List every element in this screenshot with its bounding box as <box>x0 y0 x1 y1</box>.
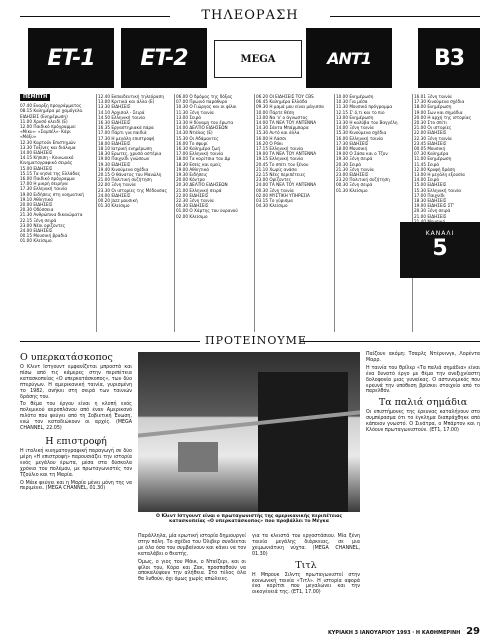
schedule-entry: 17.30 Κινούμενα σχέδια <box>414 99 465 105</box>
schedule-entry: 21.30 Ανθρώπινα δικαιώματα <box>20 212 83 218</box>
article-title: Τιτλ <box>295 559 317 571</box>
schedule-entry: 18.00 ΕΙΔΗΣΕΙΣ <box>98 140 131 146</box>
et2-logo: ET-2 <box>121 28 207 88</box>
schedule-entry: 12.00 Παιδικό πρόγραμμα: <box>20 124 77 130</box>
article-title: Ο υπερκατάσκοπος <box>20 352 113 363</box>
schedule-entry: 20.00 Κόντρα <box>176 177 205 183</box>
schedule-entry: 13.00 Ενημέρωση <box>336 114 374 120</box>
schedule-entry: 00.30 ΕΙΔΗΣΕΙΣ <box>176 203 209 209</box>
schedule-entry: 16.00 Ελληνική ταινία <box>336 135 383 141</box>
article-paragraph: για τα κλειστά του εργοστάσιου. Μία ξένη ταινία μεγάλης διάρκειας, σε μια χειμωνιάτικη νύχτα. (MEGA CHANNEL, 01.30) <box>252 534 360 557</box>
schedule-entry: 19.00 Αθλητικά <box>176 166 210 172</box>
article-paragraph: Παίζουν ακόμη: Τσαρλς Ντέρνινγκ, Λορέντα Μαρρ. <box>366 352 480 363</box>
schedule-entry: 16.30 ΕΙΔΗΣΕΙΣ <box>98 120 131 126</box>
schedule-entry: 10.00 Πάρτε θέση <box>256 109 295 115</box>
schedule-entry: 08.15 Καλημέρα με χαμόγελο. <box>20 108 84 114</box>
schedule-col-et2 <box>98 94 170 332</box>
page-title: ΤΗΛΕΟΡΑΣΗ <box>201 8 299 23</box>
schedule-entry: 16.00 Το σφυρί <box>176 140 208 146</box>
schedule-entry: 19.00 Παιχνίδι γνώσεων <box>98 156 150 162</box>
schedule-entry: 15.30 Ελληνική ταινία <box>414 187 461 193</box>
schedule-entry: 13.00 Να 'ν' ο άγνωστος <box>256 114 308 120</box>
section-title: ΠΡΟΤΕΙΝΟΥΜΕ <box>205 334 307 347</box>
schedule-entry: 14.00 Σειρά <box>414 177 440 183</box>
article-paragraph: Η ιταλική κινηματογραφική παραγωγή σε δύο μέρη «Η επιστροφή» παρουσιάζει την ιστορία ενός μεγάλου έρωτα, μέσα στα δύσκολα χρόνια του πολέμου, με πρωταγωνιστές τον Τζούλιο και τη Μαρία. <box>20 448 132 478</box>
schedule-entry: 10.30 Για μέσα <box>336 99 368 105</box>
schedule-entry: 15.00 ΕΙΔΗΣΕΙΣ <box>20 165 53 171</box>
schedule-entry: 18.00 Μουσική <box>336 146 368 152</box>
photo-caption: Ο Κλιντ Ιστγουντ είναι ο πρωταγωνιστής της αμερικανικής περιπέτειας κατασκοπείας «Ο υπερκατάσκοπος» που προβάλλει το Μέγκα <box>155 514 343 525</box>
schedule-entry: 01.30 Κλείσιμο <box>98 203 130 209</box>
schedule-entry: 18.30 Εσείς και εμείς <box>176 161 222 167</box>
schedule-entry: 11.45 Σειρά <box>414 161 440 167</box>
schedule-entry: 20.30 Σειρά <box>336 161 362 167</box>
schedule-entry: 00.05 Μουσική <box>414 146 446 152</box>
header-rule-right <box>330 16 480 17</box>
channel-logos <box>20 28 480 88</box>
schedule-entry: 16.35 Εργαστηριακά πάρα <box>98 125 154 131</box>
schedule-entry: 23.45 ΕΙΔΗΣΕΙΣ <box>414 140 447 146</box>
schedule-entry: 13.00 Κριτικά και άλλα (Ε) <box>98 99 155 105</box>
schedule-entry: 20.45 Το σπίτι του ξένου <box>256 161 309 167</box>
schedule-entry: 19.40 Κινούμενα σχέδια <box>98 166 149 172</box>
schedule-entry: 12.15 Σ' ό,τι και το πιο <box>336 109 385 115</box>
schedule-entry: 07.30 Καλημέρα <box>414 151 449 157</box>
schedule-entry: 18.10 Ιατρική ενημέρωση <box>98 146 153 152</box>
schedule-entry: 16.20 Ο Ρόκι <box>256 140 283 146</box>
column-divider <box>412 94 413 332</box>
article-title: Τα παλιά σημάδια <box>378 397 468 409</box>
schedule-entry: 19.00 ΤΑ ΝΕΑ ΤΟΥ ΑΝΤΕΝΝΑ <box>256 151 317 157</box>
schedule-entry: 21.00 Οι ιστορίες <box>414 125 452 131</box>
schedule-list <box>336 94 408 193</box>
schedule-list <box>176 94 250 219</box>
footer-text: ΚΥΡΙΑΚΗ 3 ΙΑΝΟΥΑΡΙΟΥ 1993 · Η ΚΑΘΗΜΕΡΙΝΗ <box>327 630 461 636</box>
schedule-entry: 02.00 Κλείσιμο <box>176 213 208 219</box>
page-number: 29 <box>466 626 480 637</box>
schedule-entry: 14.00 ΤΑ ΝΕΑ ΤΟΥ ΑΝΤΕΝΝΑ <box>256 120 317 126</box>
schedule-entry: 02.00 ΜΥΣΤΙΚΗ ΥΠΗΡΕΣΙΑ <box>256 192 310 198</box>
schedule-entry: 19.00 Ο Σάσα και ο Τζον <box>336 151 388 157</box>
schedule-entry: 24.00 ΤΑ ΝΕΑ ΤΟΥ ΑΝΤΕΝΝΑ <box>256 182 317 188</box>
kanali-title: ΚΑΝΑΛΙ <box>425 230 455 237</box>
schedule-entry: 17.00 Ελληνική ταινία <box>176 151 223 157</box>
schedule-entry: 13.00 Σειρά <box>176 114 202 120</box>
article-paragraph: Το θέμα του έργου είναι η κλοπή ενός πολεμικού αεροπλάνου από έναν Αμερικανό πιλότο που φεύγει από τη Σοβιετική Ένωση, ενώ τον καταδιώκουν οι αρχές. (MEGA CHANNEL, 22.05) <box>20 402 132 432</box>
schedule-columns <box>20 94 480 332</box>
kanali-number: 5 <box>432 236 448 261</box>
schedule-entry: 19.30 ΕΙΔΗΣΕΙΣ <box>98 161 131 167</box>
schedule-entry: 12.00 Κρυφή δράση <box>414 166 456 172</box>
et1-logo: ET-1 <box>28 28 114 88</box>
schedule-entry: 15.30 Οι Αδάμαντες <box>176 135 219 141</box>
schedule-entry: 15.15 Τα νησιά της Ελλάδας <box>20 170 81 176</box>
schedule-entry: 19.00 Ειδήσεις στη νοηματική <box>20 191 84 197</box>
schedule-entry: 16.30 Καλημέρα ζωή <box>176 146 221 152</box>
article-paragraph: Η ταινία του θρίλερ «Τα παλιά σημάδια» είναι ένα δυνατό έργο με θέμα την ανεξιχνίαστη δολοφονία μιας γυναίκας. Ο αστυνομικός που ερευνά την υπόθεση βρίσκει στοιχεία από το παρελθόν. <box>366 365 480 395</box>
photo-object <box>178 442 218 472</box>
schedule-entry: 16.00 Παιδικό πρόγραμμα <box>20 176 75 182</box>
section-rule-left <box>20 341 200 342</box>
schedule-entry: 00.30 Ξένη σειρά <box>336 182 373 188</box>
schedule-entry: 14.00 Ξένη ταινία <box>336 125 374 131</box>
schedule-entry: 18.30 Ερωτες, χρυσά αστέρια <box>98 151 162 157</box>
schedule-entry: 15.00 ΕΙΔΗΣΕΙΣ <box>414 182 447 188</box>
article-3 <box>252 534 360 622</box>
schedule-entry: 14.30 Ντάλας (Ε) <box>176 130 213 136</box>
schedule-entry: 16.00 Η Λάσσι <box>256 135 287 141</box>
schedule-entry: 13.30 Η δύναμη του έρωτα <box>176 120 234 126</box>
schedule-entry: 17.00 Η μικρή σειρήνα <box>20 181 68 187</box>
schedule-entry: 00.15 Μουσική βραδιά <box>20 233 68 239</box>
schedule-entry: 23.00 Ορίζοντες <box>256 177 292 183</box>
schedule-entry: 01.00 Κλείσιμο <box>20 238 52 244</box>
schedule-entry: 16.01 Ξένη ταινία <box>414 94 452 99</box>
schedule-entry: 01.30 Κλείσιμο <box>336 187 368 193</box>
schedule-entry: 14.10 Αρχισαλ - Σειρά <box>98 109 145 115</box>
schedule-entry: 22.30 Ξένη ταινία <box>176 198 214 204</box>
schedule-entry: 22.30 Ξένη ταινία <box>414 135 452 141</box>
schedule-entry: 07.40 Εναρξη προγράμματος <box>20 103 82 109</box>
schedule-entry: 22.15 Ξένη σειρά <box>20 217 57 223</box>
header-rule-left <box>20 16 170 17</box>
schedule-entry: 21.10 Χωρίς ανάσα <box>256 166 297 172</box>
schedule-entry: 00.20 Jazz μουσική <box>98 198 138 204</box>
schedule-entry: 21.00 Πολιτική συζήτηση <box>98 177 152 183</box>
schedule-entry: 17.30 ΕΙΔΗΣΕΙΣ <box>336 140 369 146</box>
schedule-col-et1 <box>20 94 92 332</box>
b3-logo: B3 <box>418 28 480 88</box>
article-paragraph: Ο Μάικ φεύγει και η Μαρία μένει μόνη της να περιμένει. (MEGA CHANNEL, 01.30) <box>20 480 132 492</box>
schedule-entry: 13.00 Η μεγάλη εξουσία <box>414 172 465 178</box>
schedule-col-mega <box>176 94 250 332</box>
schedule-entry: 18.00 Τα κορίτσια του Δρ <box>176 156 231 162</box>
schedule-list <box>414 94 480 229</box>
page-footer <box>20 626 480 637</box>
schedule-entry: 04.30 Κλείσιμο <box>256 203 288 209</box>
column-divider <box>96 94 97 332</box>
column-divider <box>174 94 175 332</box>
schedule-entry: 20.30 Οδύσσεια <box>20 207 54 213</box>
schedule-entry: 10.00 Ενημέρωση <box>336 94 374 99</box>
schedule-entry: 20.30 Στο σπίτι <box>414 120 447 126</box>
schedule-entry: 20.30 Ξένη σειρά <box>414 208 451 214</box>
schedule-entry: 13.30 Η καλύβα του Βαγγέλη <box>336 120 398 126</box>
schedule-entry: 14.00 ΕΙΔΗΣΕΙΣ <box>20 150 53 156</box>
schedule-entry: 10.30 Ο Γιώργος και οι φίλοι <box>176 104 237 110</box>
schedule-entry: 17.30 Ελληνική ταινία <box>20 186 67 192</box>
schedule-entry: 23.00 ΕΙΔΗΣΕΙΣ <box>336 172 369 178</box>
kanali-5-logo <box>400 222 480 278</box>
day-badge: ΠΕΜΠΤΗ <box>20 94 50 101</box>
schedule-entry: 18.30 ΕΙΔΗΣΕΙΣ <box>414 198 447 204</box>
schedule-entry: 20.00 ΕΙΔΗΣΕΙΣ <box>20 202 53 208</box>
schedule-entry: 15.30 Κινούμενα σχέδια <box>336 130 387 136</box>
schedule-entry: 21.00 ΕΙΔΗΣΕΙΣ <box>414 213 447 219</box>
schedule-entry: 11.00 Χρυσό κλειδί (Ε) <box>20 118 68 124</box>
article-paragraph: Ο Κλιντ Ιστγουντ εμφανίζεται μπροστά και πίσω από τις κάμερες στην περιπέτεια κατασκοπείας «Ο υπερκατάσκοπος», των δύο πτερύγων. Η αμερικανική ταινία, γυρισμένη το 1982, ανήκει στη σειρά των ταινιών δράσης του. <box>20 365 132 400</box>
schedule-entry: 22.15 Νέες περιπέτειες <box>256 172 306 178</box>
article-paragraph: Παράλληλα, μία ερωτική ιστορία δημιουργεί στην πόλη. Το σχέδιο του Όλιβερ συνδέεται με όλα όσα του συμβαίνουν και κάνει να τον καταλάβει ο θεατής. <box>138 534 246 557</box>
schedule-entry: ΕΙΔΗΣΕΙΣ (Ενημέρωση) <box>20 113 68 119</box>
schedule-entry: 17.00 Πάρτι για παιδιά <box>98 130 147 136</box>
schedule-col-b3 <box>336 94 408 332</box>
schedule-col-ant1 <box>256 94 330 332</box>
schedule-entry: 14.30 Σάντα Μπάρμπαρα <box>256 125 309 131</box>
photo-dark-panel <box>258 372 348 512</box>
schedule-entry: 18.00 Ενημέρωση <box>414 104 452 110</box>
section-band <box>20 334 480 348</box>
article-paragraph: Οι επιστήμονες της έρευνας καταλήγουν στο συμπέρασμα ότι το έγκλημα διαπράχθηκε από κάποιον γνωστό. Ο Σινάτρα, ο Μπάρτον και η Κλόουν πρωταγωνιστούν. (ΕΤ1, 17.00) <box>366 410 480 434</box>
schedule-entry: 00.30 Ξένη ταινία <box>256 187 294 193</box>
column-divider <box>334 94 335 332</box>
article-photo <box>138 352 360 512</box>
schedule-entry: 09.30 Η μαμά μου είναι μάγισσα <box>256 104 324 110</box>
ant1-logo: ANT1 <box>306 28 392 88</box>
schedule-entry: 22.00 ΕΙΔΗΣΕΙΣ <box>414 130 447 136</box>
schedule-entry: 14.15 Κήπιση - Κοινωνικό <box>20 155 74 161</box>
schedule-entry: 13.30 Τοξίνες και διάλυμα <box>20 144 76 150</box>
schedule-entry: 06.00 Ο δρόμος της δόξας <box>176 94 233 99</box>
schedule-entry: 14.00 ΔΕΛΤΙΟ ΕΙΔΗΣΕΩΝ <box>176 125 228 131</box>
schedule-entry: 01.00 Ο Χάρτης του ουρανού <box>176 208 238 214</box>
schedule-entry: «Μίκυ»- «Σαμπέλ»- Κάρι <box>20 129 71 135</box>
schedule-entry: 22.00 Ξένη ταινία <box>98 182 136 188</box>
schedule-col-6 <box>414 94 480 220</box>
schedule-entry: 19.00 ΕΙΔΗΣΕΙΣ ΣΤ' <box>414 203 455 209</box>
schedule-entry: 06.20 ΟΙ ΕΙΔΗΣΕΙΣ ΤΟΥ CBS <box>256 94 314 99</box>
schedule-list <box>98 94 170 208</box>
schedule-entry: 11.30 Μουσικό πρόγραμμα <box>336 104 393 110</box>
schedule-entry: 13.30 ΕΙΔΗΣΕΙΣ <box>98 104 131 110</box>
schedule-entry: Κινηματογραφικό σειράς <box>20 160 73 166</box>
article-0 <box>20 352 132 622</box>
schedule-entry: 22.00 ΕΙΔΗΣΕΙΣ <box>176 192 209 198</box>
schedule-entry: 19.00 Σων και σημάδια <box>414 109 463 115</box>
mega-logo: MEGA <box>214 40 302 78</box>
article-paragraph: Η Μπρουκ Σιλντς πρωταγωνιστεί στην κοινωνική ταινία «Τιτλ». Η ιστορία αφορά ένα κορίτσι που μεγαλώνει και την οικογένειά της. (ΕΤ1, 17.00) <box>252 572 360 596</box>
schedule-entry: 17.00 Παιχνίδι <box>414 192 445 198</box>
schedule-entry: 17.15 Ελληνική ταινία <box>256 146 303 152</box>
schedule-entry: 21.00 Ελληνική σειρά <box>176 187 222 193</box>
schedule-entry: 11.30 Ξένη ταινία <box>176 109 214 115</box>
schedule-entry: 21.30 Ξένη ταινία <box>336 166 374 172</box>
schedule-entry: 03.15 Το γύρισμα <box>256 198 293 204</box>
schedule-entry: 23.30 Οι ιστορίες της Μέδουσας <box>98 187 167 193</box>
schedule-entry: 24.00 ΕΙΔΗΣΕΙΣ <box>20 228 53 234</box>
schedule-entry: 15.30 Αυτό και άλλα <box>256 130 300 136</box>
schedule-entry: 11.00 Ενημέρωση <box>414 156 452 162</box>
schedule-entry: 19.10 Αθλητικά <box>20 196 54 202</box>
article-paragraph: Όμως, ο γιος του Μάικ, ο Νταίζερι, και οι φίλοι του, Κόρα και Ζακ, προσπαθούν να αποκαλύψουν την αλήθεια. Στο τέλος όλα θα λυθούν, όχι όμως χωρίς απώλειες. <box>138 559 246 583</box>
section-rule-right <box>300 341 480 342</box>
schedule-entry: 19.30 Ειδήσεις <box>176 172 208 178</box>
schedule-entry: 12.40 Εκπαιδευτική τηλεόραση <box>98 94 164 99</box>
schedule-entry: 20.30 ΔΕΛΤΙΟ ΕΙΔΗΣΕΩΝ <box>176 182 228 188</box>
schedule-entry: 06.45 Καλημέρα Ελλάδα <box>256 99 308 105</box>
schedule-entry: 17.30 Η μεγάλη επιστροφή <box>98 135 155 141</box>
schedule-list <box>20 103 92 243</box>
schedule-entry: 23.00 Νέοι ορίζοντες <box>20 222 66 228</box>
column-divider <box>254 94 255 332</box>
article-4 <box>366 352 480 622</box>
schedule-list <box>256 94 330 208</box>
article-title: Η επιστροφή <box>45 435 107 447</box>
schedule-entry: 19.30 Ξένη σειρά <box>336 156 373 162</box>
schedule-entry: 19.15 Ελληνική ταινία <box>256 156 303 162</box>
schedule-entry: 14.50 Ελληνική ταινία <box>98 114 145 120</box>
schedule-entry: 24.00 ΕΙΔΗΣΕΙΣ <box>98 192 131 198</box>
schedule-entry: 12.30 Καρτούν Επιστημών <box>20 139 76 145</box>
schedule-entry: «Μάξυ» <box>20 134 37 140</box>
article-2 <box>138 534 246 622</box>
schedule-entry: 07.00 Πρωινό παράθυρο <box>176 99 228 105</box>
schedule-entry: 20.15 Ο θάνατος του Μανώλη <box>98 172 162 178</box>
schedule-entry: 23.20 Πολιτική συζήτηση <box>336 177 390 183</box>
schedule-entry: 20.00 Η αρχή της ιστορίας <box>414 114 472 120</box>
